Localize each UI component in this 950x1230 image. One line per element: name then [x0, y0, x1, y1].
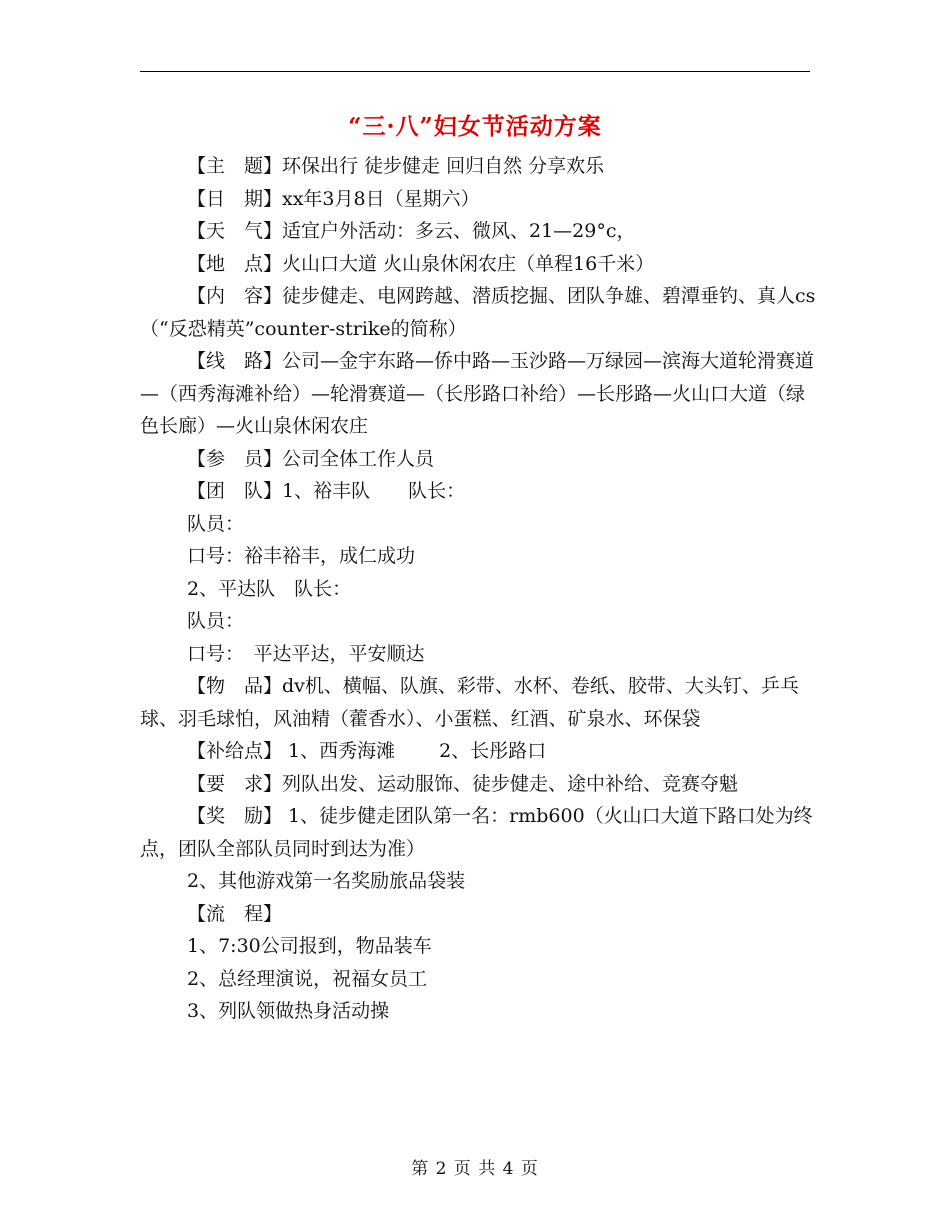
paragraph-team-2-members: 队员：: [187, 610, 245, 632]
paragraph-team-1-slogan: 口号：裕丰裕丰，成仁成功: [187, 545, 416, 567]
paragraph-date: 【日 期】xx年3月8日（星期六）: [187, 187, 480, 210]
page-footer: 第 2 页 共 4 页: [411, 1159, 539, 1179]
paragraph-process-3: 3、列队领做热身活动操: [187, 1000, 390, 1022]
document-body: [140, 150, 820, 1028]
paragraph-items: 【物 品】dv机、横幅、队旗、彩带、水杯、卷纸、胶带、大头钉、乒乓球、羽毛球怕，风油精（藿香水）、小蛋糕、红酒、矿泉水、环保袋: [140, 675, 799, 730]
paragraph-weather: 【天 气】适宜户外活动：多云、微风、21—29°c，: [187, 220, 636, 242]
paragraph-process-1: 1、7:30公司报到，物品装车: [187, 935, 432, 957]
paragraph-rewards-2: 2、其他游戏第一名奖励旅品袋装: [187, 870, 466, 892]
paragraph-team-1: 【团 队】1、裕丰队 队长：: [187, 480, 466, 502]
paragraph-route: 【线 路】公司—金宇东路—侨中路—玉沙路—万绿园—滨海大道轮滑赛道—（西秀海滩补给）—轮滑赛道—（长彤路口补给）—长彤路—火山口大道（绿色长廊）—火山泉休闲农庄: [140, 350, 815, 437]
paragraph-team-1-members: 队员：: [187, 512, 245, 535]
paragraph-team-2: 2、平达队 队长：: [187, 577, 352, 600]
paragraph-requirements: 【要 求】列队出发、运动服饰、徒步健走、途中补给、竞赛夺魁: [187, 772, 739, 795]
paragraph-participants: 【参 员】公司全体工作人员: [187, 447, 435, 470]
paragraph-location: 【地 点】火山口大道 火山泉休闲农庄（单程16千米）: [187, 252, 655, 275]
header-rule: [140, 71, 810, 72]
paragraph-theme: 【主 题】环保出行 徒步健走 回归自然 分享欢乐: [187, 155, 605, 177]
page-title: “三·八”妇女节活动方案: [348, 113, 602, 140]
paragraph-content: 【内 容】徒步健走、电网跨越、潜质挖掘、团队争雄、碧潭垂钓、真人cs（“反恐精英”counter-strike的简称）: [140, 285, 816, 340]
paragraph-process: 【流 程】: [187, 902, 283, 925]
paragraph-process-2: 2、总经理演说，祝福女员工: [187, 967, 428, 990]
paragraph-supply-points: 【补给点】 1、西秀海滩 2、长彤路口: [187, 740, 547, 762]
paragraph-team-2-slogan: 口号： 平达平达，平安顺达: [187, 642, 425, 665]
paragraph-rewards: 【奖 励】 1、徒步健走团队第一名：rmb600（火山口大道下路口处为终点，团队全部队员同时到达为准）: [140, 805, 813, 860]
